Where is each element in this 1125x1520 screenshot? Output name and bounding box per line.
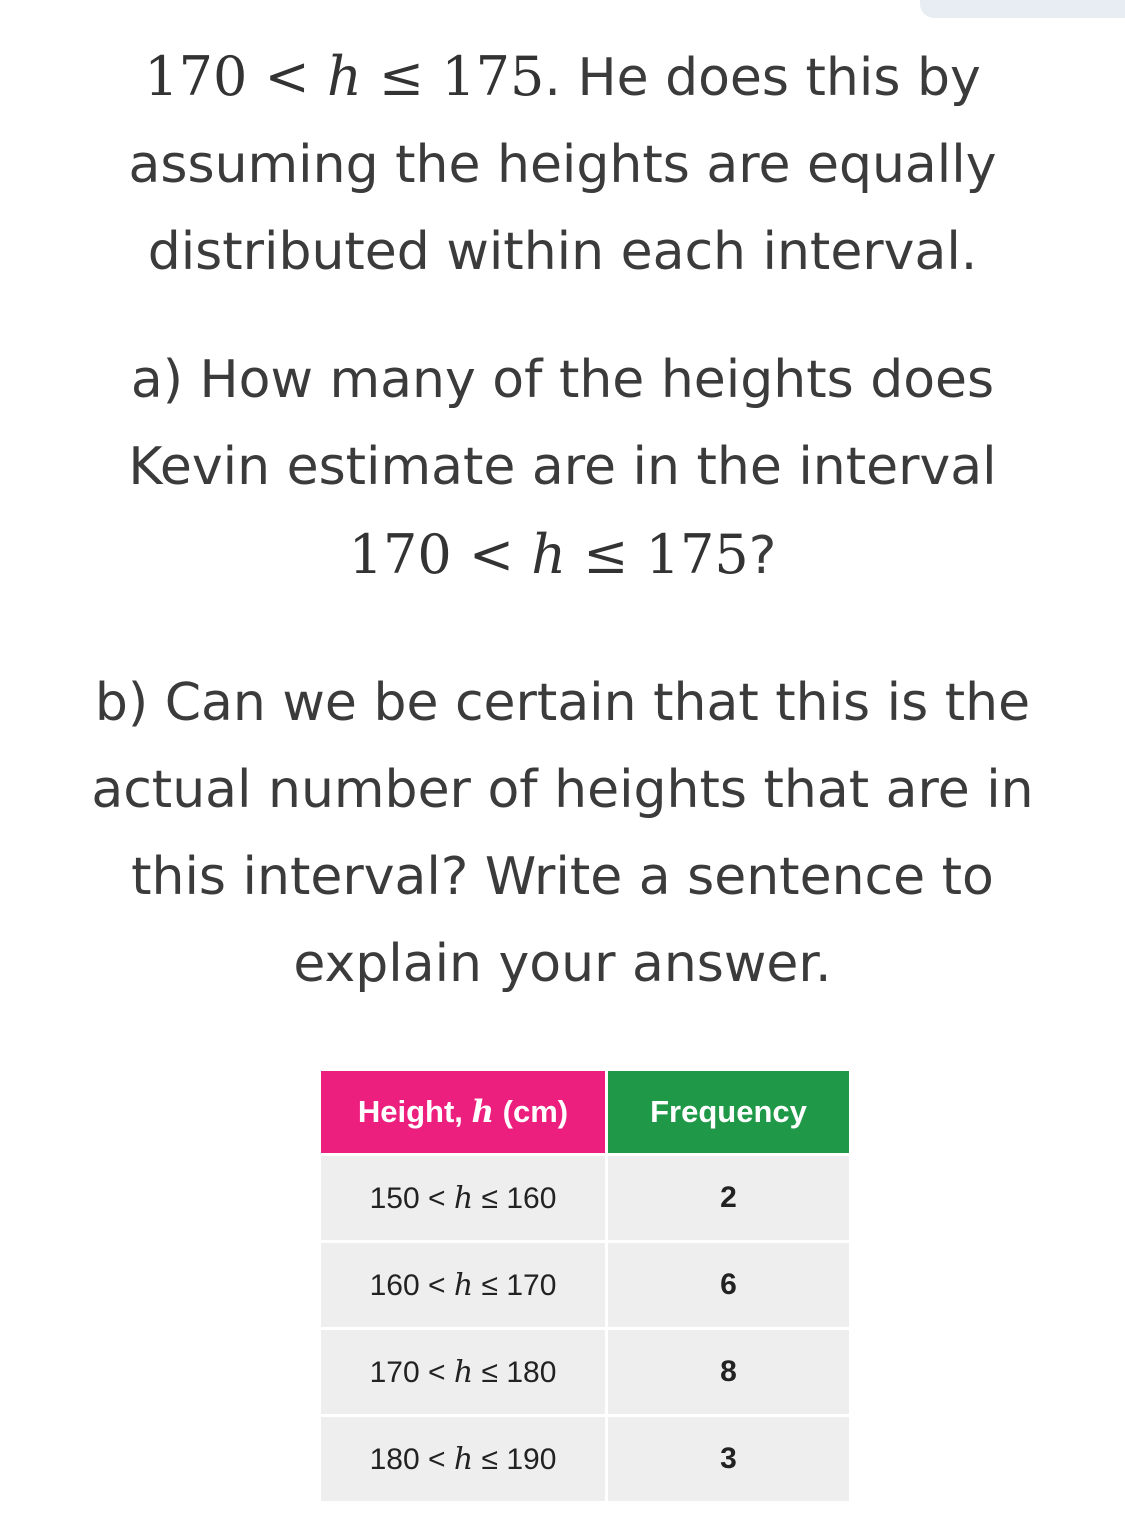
table-row: [321, 1330, 849, 1414]
question-a-line-1: a) How many of the heights does: [130, 350, 995, 410]
question-b-line-4: explain your answer.: [293, 934, 832, 994]
height-column-header: Height, h (cm): [321, 1071, 605, 1153]
frequency-column-header: Frequency: [608, 1071, 849, 1153]
height-interval-cell: 170 < h ≤ 180: [321, 1330, 605, 1414]
frequency-table: [318, 1068, 852, 1504]
intro-math: 170 < h ≤ 175: [144, 45, 545, 108]
question-b-line-1: b) Can we be certain that this is the: [94, 673, 1031, 733]
frequency-cell: 3: [608, 1417, 849, 1501]
table-row: [321, 1417, 849, 1501]
question-b-line-2: actual number of heights that are in: [91, 760, 1034, 820]
height-interval-cell: 180 < h ≤ 190: [321, 1417, 605, 1501]
question-b-line-3: this interval? Write a sentence to: [131, 847, 994, 907]
question-a: [0, 337, 1125, 600]
question-b: [0, 660, 1125, 1008]
frequency-cell: 8: [608, 1330, 849, 1414]
height-interval-cell: 150 < h ≤ 160: [321, 1156, 605, 1240]
height-interval-cell: 160 < h ≤ 170: [321, 1243, 605, 1327]
frequency-cell: 2: [608, 1156, 849, 1240]
question-a-line-3: 170 < h ≤ 175?: [348, 523, 777, 586]
intro-line-1: 170 < h ≤ 175. He does this by: [144, 45, 981, 108]
intro-line-3: distributed within each interval.: [147, 222, 978, 282]
table-row: [321, 1156, 849, 1240]
question-a-line-2: Kevin estimate are in the interval: [128, 437, 997, 497]
question-a-math: 170 < h ≤ 175: [348, 523, 749, 586]
table-header-row: [321, 1071, 849, 1153]
frequency-cell: 6: [608, 1243, 849, 1327]
intro-paragraph: [0, 33, 1125, 296]
table-row: [321, 1243, 849, 1327]
intro-line-2: assuming the heights are equally: [128, 135, 997, 195]
top-decoration-bar: [920, 0, 1125, 18]
